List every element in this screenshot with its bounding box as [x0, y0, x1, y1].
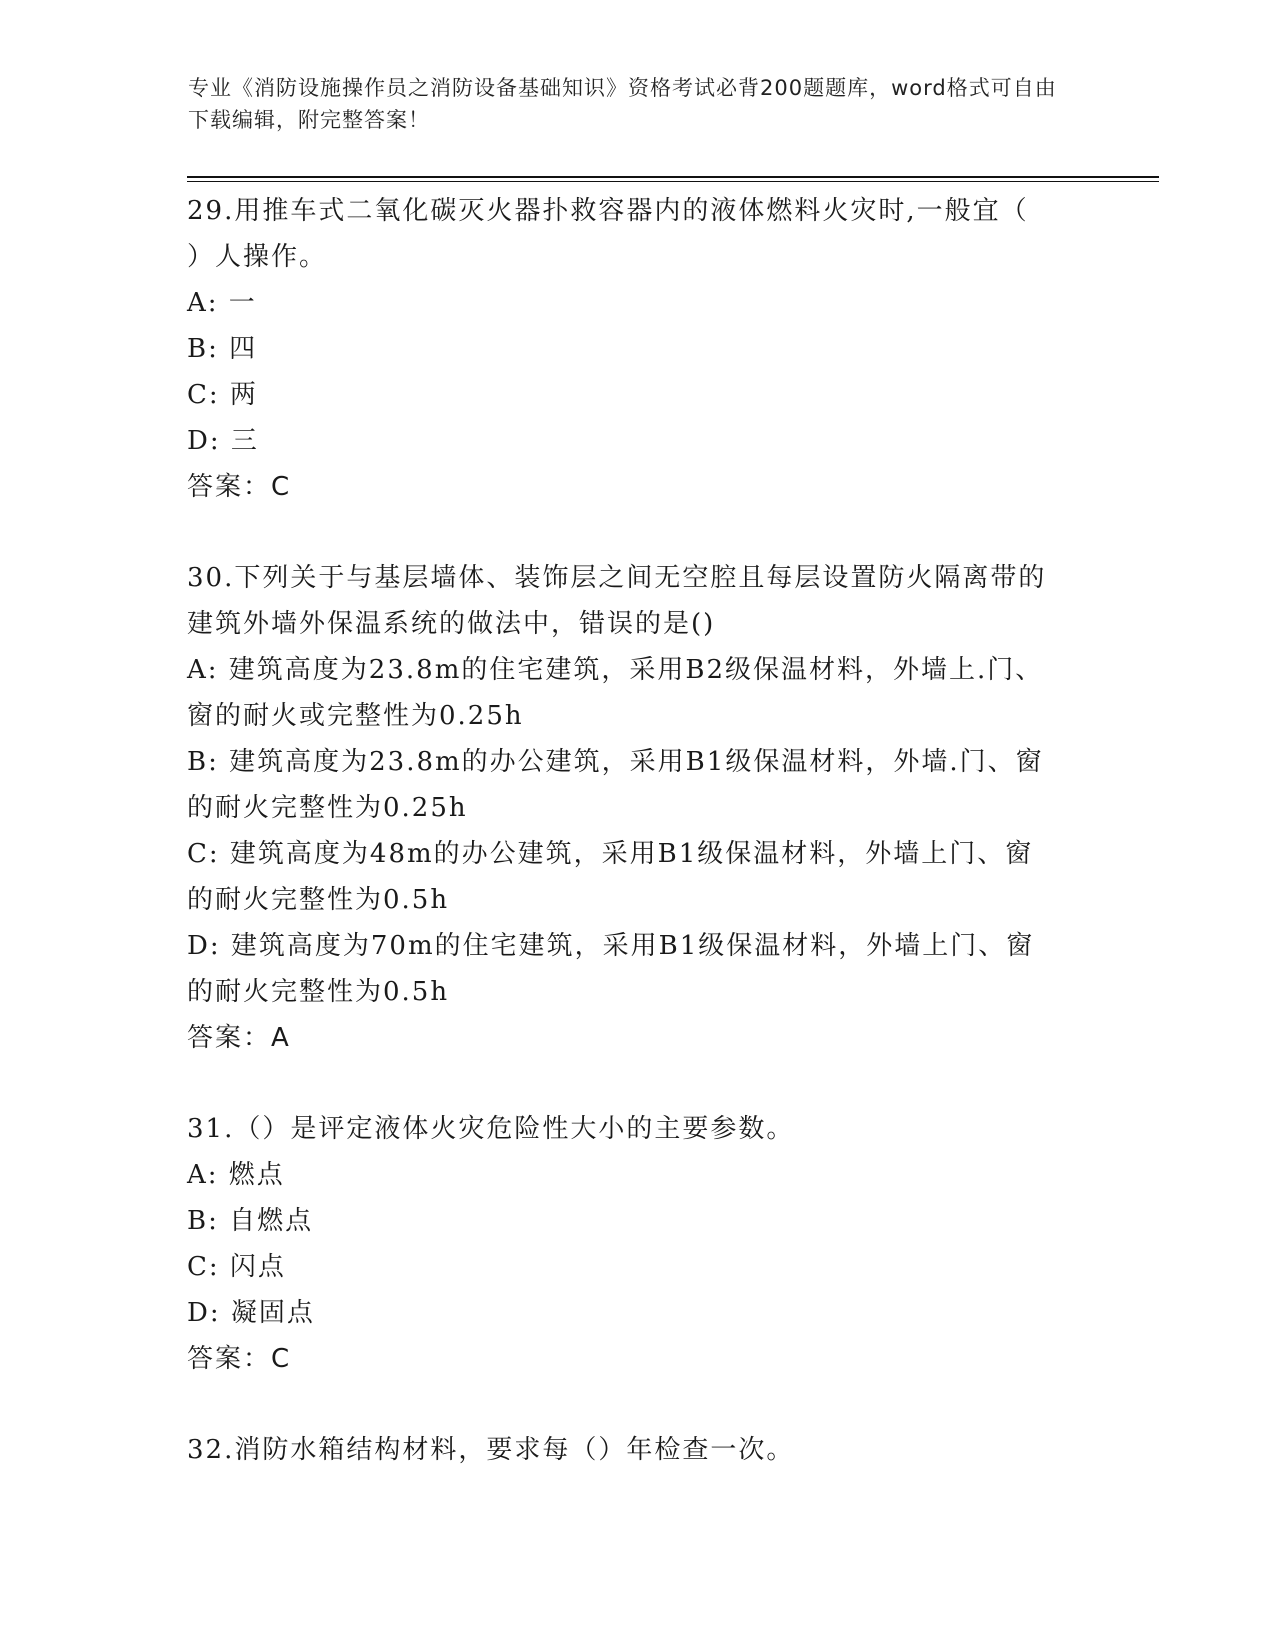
question-30 — [187, 555, 1077, 1061]
question-stem: 29.用推车式二氧化碳灭火器扑救容器内的液体燃料火灾时,一般宜（ — [187, 196, 1029, 226]
option-c-continued: 的耐火完整性为0.5h — [187, 885, 450, 915]
question-stem: 32.消防水箱结构材料，要求每（）年检查一次。 — [187, 1435, 795, 1465]
question-32 — [187, 1427, 1077, 1473]
question-29 — [187, 188, 1077, 510]
option-a: A: 燃点 — [187, 1160, 285, 1190]
option-d-continued: 的耐火完整性为0.5h — [187, 977, 450, 1007]
answer-line: 答案：A — [187, 1023, 291, 1053]
option-c: C: 建筑高度为48m的办公建筑，采用B1级保温材料，外墙上门、窗 — [187, 839, 1034, 869]
question-stem: 31.（）是评定液体火灾危险性大小的主要参数。 — [187, 1114, 795, 1144]
option-b: B: 建筑高度为23.8m的办公建筑，采用B1级保温材料，外墙.门、窗 — [187, 747, 1044, 777]
option-b: B: 自燃点 — [187, 1206, 314, 1236]
answer-line: 答案：C — [187, 472, 292, 502]
option-d: D: 三 — [187, 426, 259, 456]
question-stem: 30.下列关于与基层墙体、装饰层之间无空腔且每层设置防火隔离带的 — [187, 563, 1047, 593]
question-list — [187, 188, 1077, 1473]
header-rule-thin — [187, 181, 1159, 182]
document-header: 专业《消防设施操作员之消防设备基础知识》资格考试必背200题题库，word格式可自由下载编辑，附完整答案！ — [188, 76, 1057, 132]
question-stem: ）人操作。 — [187, 242, 328, 272]
option-c: C: 闪点 — [187, 1252, 286, 1282]
option-a: A: 建筑高度为23.8m的住宅建筑，采用B2级保温材料，外墙上.门、 — [187, 655, 1044, 685]
option-d: D: 建筑高度为70m的住宅建筑，采用B1级保温材料，外墙上门、窗 — [187, 931, 1035, 961]
question-31 — [187, 1106, 1077, 1382]
option-b-continued: 的耐火完整性为0.25h — [187, 793, 468, 823]
header-rule-thick — [187, 176, 1159, 178]
question-stem: 建筑外墙外保温系统的做法中，错误的是() — [187, 609, 716, 639]
answer-line: 答案：C — [187, 1344, 292, 1374]
option-d: D: 凝固点 — [187, 1298, 315, 1328]
option-b: B: 四 — [187, 334, 258, 364]
option-a-continued: 窗的耐火或完整性为0.25h — [187, 701, 524, 731]
option-a: A: 一 — [187, 288, 257, 318]
option-c: C: 两 — [187, 380, 258, 410]
